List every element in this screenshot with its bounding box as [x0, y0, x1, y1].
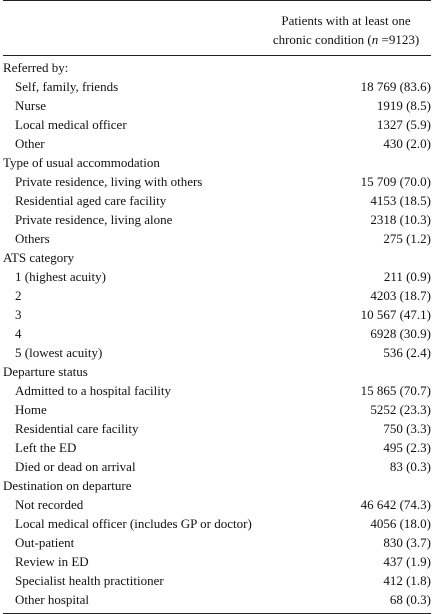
row-label: Nurse	[15, 98, 47, 113]
table-row	[3, 191, 431, 210]
table-row	[3, 419, 431, 438]
row-label: Other hospital	[15, 592, 90, 607]
row-value: 46 642 (74.3)	[360, 497, 431, 512]
data-table	[3, 0, 431, 614]
column-header-prefix: chronic condition (	[272, 32, 372, 47]
row-value: 18 769 (83.6)	[360, 79, 431, 94]
column-header-line2	[261, 30, 431, 49]
table-row	[3, 495, 431, 514]
row-value: 437 (1.9)	[383, 554, 431, 569]
row-label: 1 (highest acuity)	[15, 269, 106, 284]
row-value: 211 (0.9)	[383, 269, 431, 284]
row-label: Other	[15, 136, 45, 151]
table-row	[3, 134, 431, 153]
row-value: 15 709 (70.0)	[360, 174, 431, 189]
row-value: 1327 (5.9)	[376, 117, 431, 132]
table-row	[3, 514, 431, 533]
row-label: Residential aged care facility	[15, 193, 167, 208]
section-heading	[3, 248, 431, 267]
section-heading	[3, 153, 431, 172]
section-title: Referred by:	[3, 60, 69, 75]
section-title: Type of usual accommodation	[3, 155, 160, 170]
row-label: Others	[15, 231, 50, 246]
table-row	[3, 305, 431, 324]
table-row	[3, 571, 431, 590]
column-header-n: n	[371, 32, 379, 47]
table-row	[3, 533, 431, 552]
row-label: 2	[15, 288, 22, 303]
row-label: Private residence, living alone	[15, 212, 173, 227]
row-label: 3	[15, 307, 22, 322]
table-row	[3, 96, 431, 115]
section-heading	[3, 476, 431, 495]
section-heading	[3, 58, 431, 77]
row-value: 830 (3.7)	[383, 535, 431, 550]
row-label: Left the ED	[15, 440, 77, 455]
row-label: Out-patient	[15, 535, 75, 550]
row-value: 5252 (23.3)	[370, 402, 431, 417]
row-value: 275 (1.2)	[383, 231, 431, 246]
table-row	[3, 381, 431, 400]
section-title: Destination on departure	[3, 478, 132, 493]
row-value: 10 567 (47.1)	[360, 307, 431, 322]
row-value: 4203 (18.7)	[370, 288, 431, 303]
row-label: Home	[15, 402, 47, 417]
table-row	[3, 115, 431, 134]
table-row	[3, 210, 431, 229]
table-row	[3, 77, 431, 96]
row-label: Admitted to a hospital facility	[15, 383, 171, 398]
column-header-suffix: =9123)	[378, 32, 420, 47]
row-label: 4	[15, 326, 22, 341]
section-title: Departure status	[3, 364, 88, 379]
row-label: Local medical officer	[15, 117, 127, 132]
row-value: 4056 (18.0)	[370, 516, 431, 531]
table-row	[3, 457, 431, 476]
table-row	[3, 229, 431, 248]
table-row	[3, 324, 431, 343]
row-label: Private residence, living with others	[15, 174, 203, 189]
row-value: 495 (2.3)	[383, 440, 431, 455]
table-header	[3, 1, 431, 55]
row-label: Self, family, friends	[15, 79, 119, 94]
column-header	[261, 11, 431, 49]
table-row	[3, 172, 431, 191]
table-row	[3, 343, 431, 362]
row-value: 750 (3.3)	[383, 421, 431, 436]
row-value: 430 (2.0)	[383, 136, 431, 151]
table-row	[3, 400, 431, 419]
row-label: Not recorded	[15, 497, 84, 512]
row-value: 536 (2.4)	[383, 345, 431, 360]
row-value: 412 (1.8)	[383, 573, 431, 588]
row-label: Local medical officer (includes GP or doctor)	[15, 516, 252, 531]
section-heading	[3, 362, 431, 381]
row-label: Residential care facility	[15, 421, 139, 436]
row-label: Specialist health practitioner	[15, 573, 164, 588]
section-title: ATS category	[3, 250, 75, 265]
table-body	[3, 56, 431, 613]
row-value: 68 (0.3)	[389, 592, 431, 607]
table-row	[3, 267, 431, 286]
table-row	[3, 438, 431, 457]
row-value: 4153 (18.5)	[370, 193, 431, 208]
row-label: Died or dead on arrival	[15, 459, 136, 474]
table-row	[3, 552, 431, 571]
row-value: 15 865 (70.7)	[360, 383, 431, 398]
row-value: 1919 (8.5)	[376, 98, 431, 113]
row-value: 2318 (10.3)	[370, 212, 431, 227]
row-label: Review in ED	[15, 554, 89, 569]
row-value: 83 (0.3)	[389, 459, 431, 474]
column-header-line1: Patients with at least one	[281, 13, 411, 28]
row-value: 6928 (30.9)	[370, 326, 431, 341]
table-row	[3, 286, 431, 305]
row-label: 5 (lowest acuity)	[15, 345, 103, 360]
